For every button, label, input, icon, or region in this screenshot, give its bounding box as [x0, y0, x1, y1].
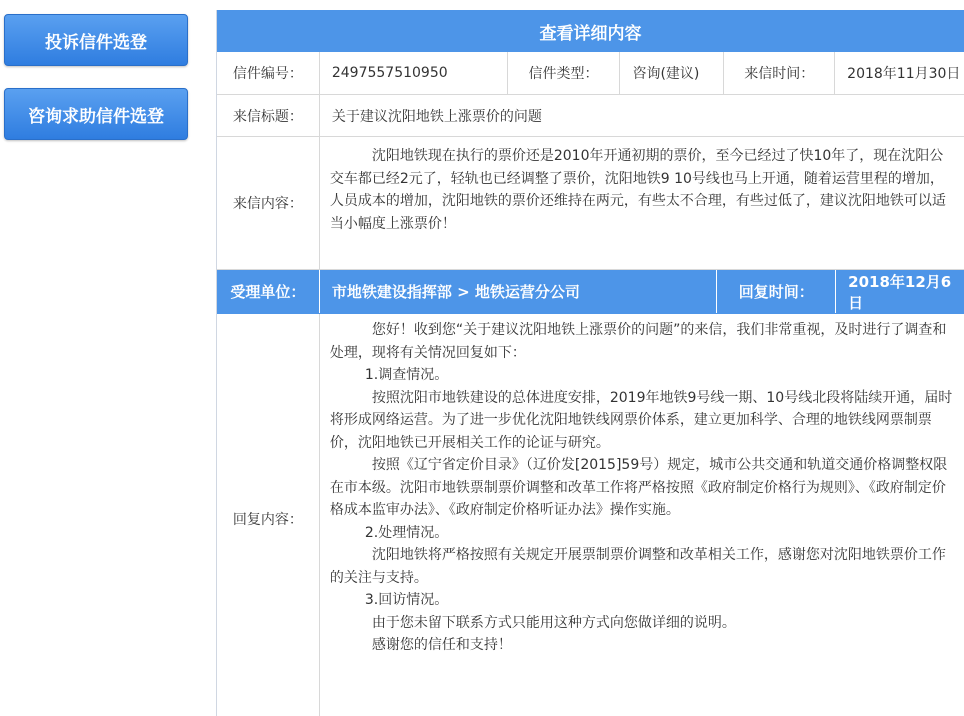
subject-value: 关于建议沈阳地铁上涨票价的问题 [331, 108, 542, 125]
reply-label: 回复内容： [217, 314, 320, 716]
detail-panel [216, 10, 964, 716]
reply-paragraph: 您好！收到您“关于建议沈阳地铁上涨票价的问题”的来信，我们非常重视，及时进行了调查和处理，现将有关情况回复如下： [329, 322, 947, 361]
letter-time-value: 2018年11月30日 [847, 66, 961, 82]
panel-title: 查看详细内容 [217, 10, 964, 52]
reply-paragraph: 由于您未留下联系方式只能用这种方式向您做详细的说明。 [371, 614, 736, 631]
reply-paragraph: 感谢您的信任和支持！ [371, 637, 512, 653]
unit-row [217, 270, 964, 314]
reply-section-heading: 2.处理情况。 [364, 524, 449, 541]
letter-no-value: 2497557510950 [320, 52, 508, 94]
reply-time-label: 回复时间： [717, 270, 836, 313]
letter-type-label: 信件类型： [508, 52, 621, 94]
letter-type-value: 咨询(建议) [620, 52, 724, 94]
reply-time-value: 2018年12月6日 [848, 272, 952, 312]
content-label: 来信内容： [217, 137, 320, 269]
subject-row [217, 95, 964, 137]
content-row [217, 137, 964, 270]
reply-paragraph: 按照沈阳市地铁建设的总体进度安排，2019年地铁9号线一期、10号线北段将陆续开通，届时将形成网络运营。为了进一步优化沈阳地铁线网票价体系，建立更加科学、合理的地铁线网票制票价，沈阳地铁已开展相关工作的论证与研究。 [329, 389, 953, 451]
reply-section-heading: 1.调查情况。 [364, 367, 449, 383]
letter-no-label: 信件编号： [217, 52, 320, 94]
reply-paragraph: 按照《辽宁省定价目录》（辽价发[2015]59号）规定，城市公共交通和轨道交通价格调整权限在市本级。沈阳市地铁票制票价调整和改革工作将严格按照《政府制定价格行为规则》、《政府制定价格成本监审办法》、《政府制定价格听证办法》操作实施。 [329, 457, 948, 518]
consult-letters-button[interactable]: 咨询求助信件选登 [4, 88, 188, 140]
unit-label: 受理单位： [217, 270, 320, 313]
content-text: 沈阳地铁现在执行的票价还是2010年开通初期的票价，至今已经过了快10年了，现在沈阳公交车都已经2元了，轻轨也已经调整了票价，沈阳地铁9 10号线也马上开通，随着运营里程的增加，人员成本的增加，沈阳地铁的票价还维持在两元，有些太不合理，有些过低了，建议沈阳地铁可以适当小幅度上涨票价！ [329, 148, 946, 232]
content-cell [320, 137, 964, 269]
unit-value: 市地铁建设指挥部 > 地铁运营分公司 [320, 270, 717, 313]
reply-paragraph: 沈阳地铁将严格按照有关规定开展票制票价调整和改革相关工作，感谢您对沈阳地铁票价工作的关注与支持。 [329, 547, 946, 586]
subject-label: 来信标题： [217, 95, 320, 136]
reply-cell [320, 314, 964, 716]
letter-time-label: 来信时间： [724, 52, 835, 94]
complaint-letters-button[interactable]: 投诉信件选登 [4, 14, 188, 66]
reply-section-heading: 3.回访情况。 [364, 592, 449, 608]
letter-meta-row [217, 52, 964, 95]
reply-row [217, 314, 964, 716]
